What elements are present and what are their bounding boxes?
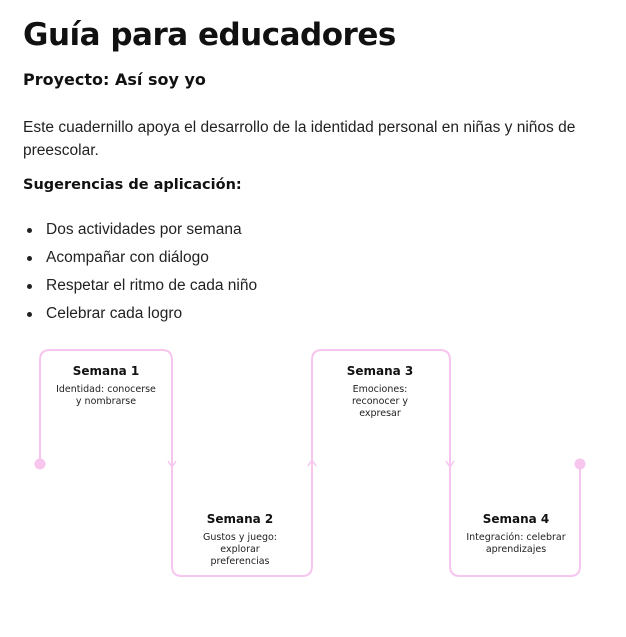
timeline-end-dot bbox=[575, 459, 586, 470]
week-description: Emociones: reconocer y expresar bbox=[351, 384, 409, 419]
week-title: Semana 4 bbox=[482, 512, 550, 526]
week-title: Semana 1 bbox=[72, 364, 140, 378]
suggestions-heading: Sugerencias de aplicación: bbox=[23, 177, 242, 193]
list-item-text: Dos actividades por semana bbox=[46, 221, 242, 238]
week-card-4 bbox=[446, 512, 586, 556]
week-description: Integración: celebrar aprendizajes bbox=[466, 532, 566, 555]
week-card-2 bbox=[170, 512, 310, 568]
week-card-3 bbox=[310, 364, 450, 420]
week-title: Semana 2 bbox=[206, 512, 274, 526]
timeline-start-dot bbox=[35, 459, 46, 470]
list-item-text: Acompañar con diálogo bbox=[46, 249, 209, 266]
page-title: Guía para educadores bbox=[23, 17, 396, 53]
intro-paragraph: Este cuadernillo apoya el desarrollo de la identidad personal en niñas y niños de preescolar. bbox=[23, 119, 576, 159]
week-description: Identidad: conocerse y nombrarse bbox=[56, 384, 156, 407]
project-subtitle: Proyecto: Así soy yo bbox=[23, 70, 206, 89]
week-title: Semana 3 bbox=[346, 364, 414, 378]
week-card-1 bbox=[36, 364, 176, 408]
list-item-text: Respetar el ritmo de cada niño bbox=[46, 277, 258, 294]
list-item-text: Celebrar cada logro bbox=[46, 305, 183, 322]
week-description: Gustos y juego: explorar preferencias bbox=[202, 532, 278, 567]
